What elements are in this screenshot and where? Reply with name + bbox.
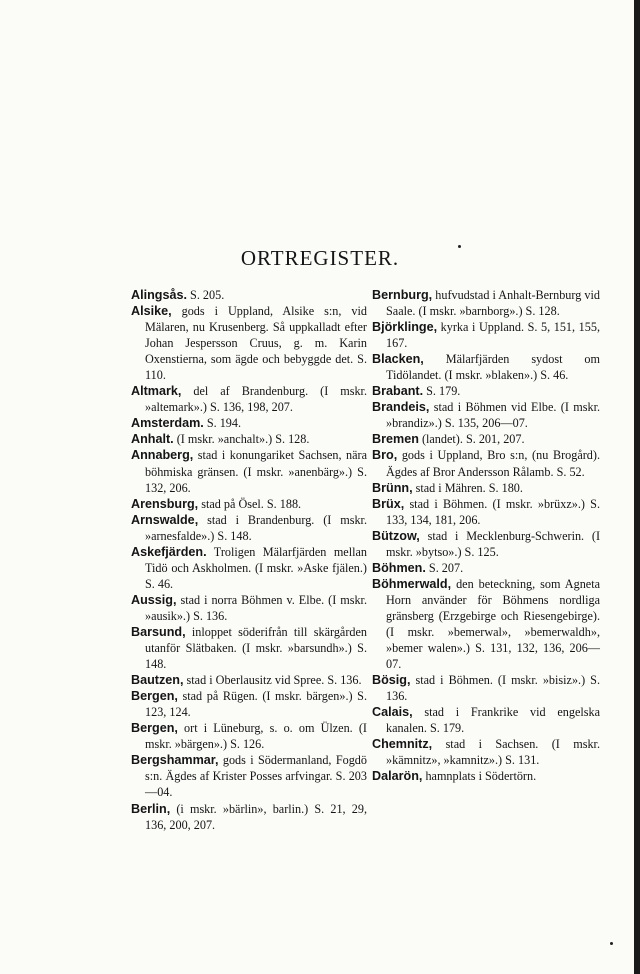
entry-headword: Arnswalde,	[131, 512, 199, 527]
index-entry	[131, 688, 367, 720]
entry-text: inloppet söderifrån till skärgården utanför Slätbaken. (I mskr. »barsundh».) S. 148.	[145, 624, 367, 672]
entry-headword: Anhalt.	[131, 432, 174, 447]
index-entry	[131, 720, 367, 752]
entry-text: hufvudstad i Anhalt-Bernburg vid Saale. (I mskr. »barnborg».) S. 128.	[386, 288, 600, 319]
index-entry	[131, 544, 367, 592]
entry-text: kyrka i Uppland. S. 5, 151, 155, 167.	[386, 320, 600, 351]
entry-text: stad på Rügen. (I mskr. bärgen».) S. 123, 124.	[145, 689, 367, 720]
left-column	[131, 287, 367, 833]
entry-headword: Askefjärden.	[131, 544, 207, 559]
entry-text: stad i Böhmen. (I mskr. »brüxz».) S. 133, 134, 181, 206.	[386, 496, 600, 527]
entry-headword: Böhmerwald,	[372, 576, 452, 591]
entry-headword: Bremen	[372, 432, 419, 447]
entry-headword: Brandeis,	[372, 400, 430, 415]
index-entry	[372, 431, 600, 447]
entry-headword: Bergen,	[131, 689, 178, 704]
entry-headword: Bautzen,	[131, 673, 184, 688]
entry-text: gods i Uppland, Alsike s:n, vid Mälaren, nu Krusenberg. Så uppkalladt efter Johan Jespersson Cruus, g. m. Karin Oxenstierna, som ägde och bebyggde det. S. 110.	[145, 304, 367, 383]
entry-headword: Alingsås.	[131, 288, 187, 302]
entry-text: (i mskr. »bärlin», barlin.) S. 21, 29, 136, 200, 207.	[145, 801, 367, 832]
entry-headword: Chemnitz,	[372, 737, 433, 752]
index-entry	[372, 672, 600, 704]
index-entry	[372, 576, 600, 672]
entry-headword: Brüx,	[372, 496, 405, 511]
index-entry	[131, 447, 367, 495]
index-entry	[372, 480, 600, 496]
entry-headword: Calais,	[372, 705, 413, 720]
index-entry	[372, 351, 600, 383]
index-entry	[131, 303, 367, 383]
index-entry	[131, 512, 367, 544]
entry-headword: Bergshammar,	[131, 753, 219, 768]
entry-text: stad på Ösel. S. 188.	[198, 496, 302, 511]
entry-text: stad i norra Böhmen v. Elbe. (I mskr. »ausik».) S. 136.	[145, 592, 367, 623]
entry-headword: Bergen,	[131, 721, 178, 736]
entry-headword: Alsike,	[131, 304, 172, 319]
index-entry	[131, 415, 367, 431]
entry-headword: Blacken,	[372, 352, 424, 367]
entry-text: ort i Lüneburg, s. o. om Ülzen. (I mskr. »bärgen».) S. 126.	[145, 721, 367, 752]
speck	[610, 942, 613, 945]
entry-text: gods i Södermanland, Fogdö s:n. Ägdes af Krister Posses arfvingar. S. 203—04.	[145, 753, 367, 800]
index-entry	[372, 399, 600, 431]
entry-headword: Bernburg,	[372, 288, 433, 302]
entry-headword: Dalarön,	[372, 769, 423, 784]
entry-text: hamnplats i Södertörn.	[422, 769, 537, 784]
index-entry	[131, 672, 367, 688]
entry-text: del af Brandenburg. (I mskr. »altemark».) S. 136, 198, 207.	[145, 384, 367, 415]
entry-text: stad i Brandenburg. (I mskr. »arnesfalde».) S. 148.	[145, 512, 367, 543]
index-entry	[131, 801, 367, 833]
entry-headword: Björklinge,	[372, 320, 438, 335]
entry-text: S. 205.	[187, 288, 225, 302]
index-entry	[131, 592, 367, 624]
entry-text: stad i Mecklenburg-Schwerin. (I mskr. »bytso».) S. 125.	[386, 528, 600, 559]
index-entry	[131, 287, 367, 303]
index-entry	[131, 624, 367, 672]
index-entry	[372, 528, 600, 560]
index-entry	[131, 383, 367, 415]
entry-text: stad i konungariket Sachsen, nära böhmiska gränsen. (I mskr. »anenbärg».) S. 132, 206.	[145, 448, 367, 495]
entry-headword: Berlin,	[131, 801, 171, 816]
index-entry	[372, 496, 600, 528]
entry-text: stad i Sachsen. (I mskr. »kämnitz», »kamnitz».) S. 131.	[386, 737, 600, 768]
entry-text: (landet). S. 201, 207.	[418, 432, 525, 447]
entry-headword: Brabant.	[372, 384, 424, 399]
index-entry	[372, 447, 600, 479]
index-entry	[372, 560, 600, 576]
index-entry	[131, 496, 367, 512]
page-title: ORTREGISTER.	[240, 246, 400, 271]
entry-text: den beteckning, som Agneta Horn använder för Böhmens nordliga gränsberg (Erzgebirge och Riesengebirge). (I mskr. »bemerwal», »bemerwaldh», »bemer walen».) S. 131, 132, 136, 206—07.	[386, 576, 600, 672]
entry-text: Troligen Mälarfjärden mellan Tidö och Askholmen. (I mskr. »Aske fjälen.) S. 46.	[145, 544, 367, 591]
page-edge-shadow	[634, 0, 640, 974]
entry-headword: Bro,	[372, 448, 398, 463]
entry-text: S. 179.	[423, 384, 461, 399]
index-entry	[372, 319, 600, 351]
entry-text: S. 207.	[425, 560, 464, 575]
index-entry	[372, 768, 600, 784]
entry-text: gods i Uppland, Bro s:n, (nu Brogård). Ägdes af Bror Andersson Rålamb. S. 52.	[386, 448, 600, 479]
right-column	[372, 287, 600, 784]
entry-headword: Aussig,	[131, 592, 177, 607]
entry-headword: Arensburg,	[131, 496, 199, 511]
entry-headword: Bützow,	[372, 528, 420, 543]
index-entry	[131, 431, 367, 447]
index-entry	[372, 383, 600, 399]
entry-text: Mälarfjärden sydost om Tidölandet. (I mskr. »blaken».) S. 46.	[386, 352, 600, 383]
entry-headword: Brünn,	[372, 480, 413, 495]
entry-text: stad i Mähren. S. 180.	[412, 480, 523, 495]
entry-headword: Altmark,	[131, 384, 182, 399]
entry-headword: Bösig,	[372, 673, 411, 688]
index-entry	[372, 736, 600, 768]
index-entry	[372, 287, 600, 319]
entry-headword: Barsund,	[131, 624, 186, 639]
entry-text: stad i Böhmen vid Elbe. (I mskr. »brandiz».) S. 135, 206—07.	[386, 400, 600, 431]
entry-text: (I mskr. »anchalt».) S. 128.	[173, 432, 310, 447]
entry-text: S. 194.	[203, 416, 242, 431]
index-entry	[372, 704, 600, 736]
entry-text: stad i Böhmen. (I mskr. »bisiz».) S. 136.	[386, 673, 600, 704]
entry-text: stad i Frankrike vid engelska kanalen. S. 179.	[386, 705, 600, 736]
index-entry	[131, 752, 367, 800]
entry-headword: Amsterdam.	[131, 416, 204, 431]
entry-headword: Annaberg,	[131, 448, 194, 463]
entry-headword: Böhmen.	[372, 560, 426, 575]
entry-text: stad i Oberlausitz vid Spree. S. 136.	[183, 673, 362, 688]
